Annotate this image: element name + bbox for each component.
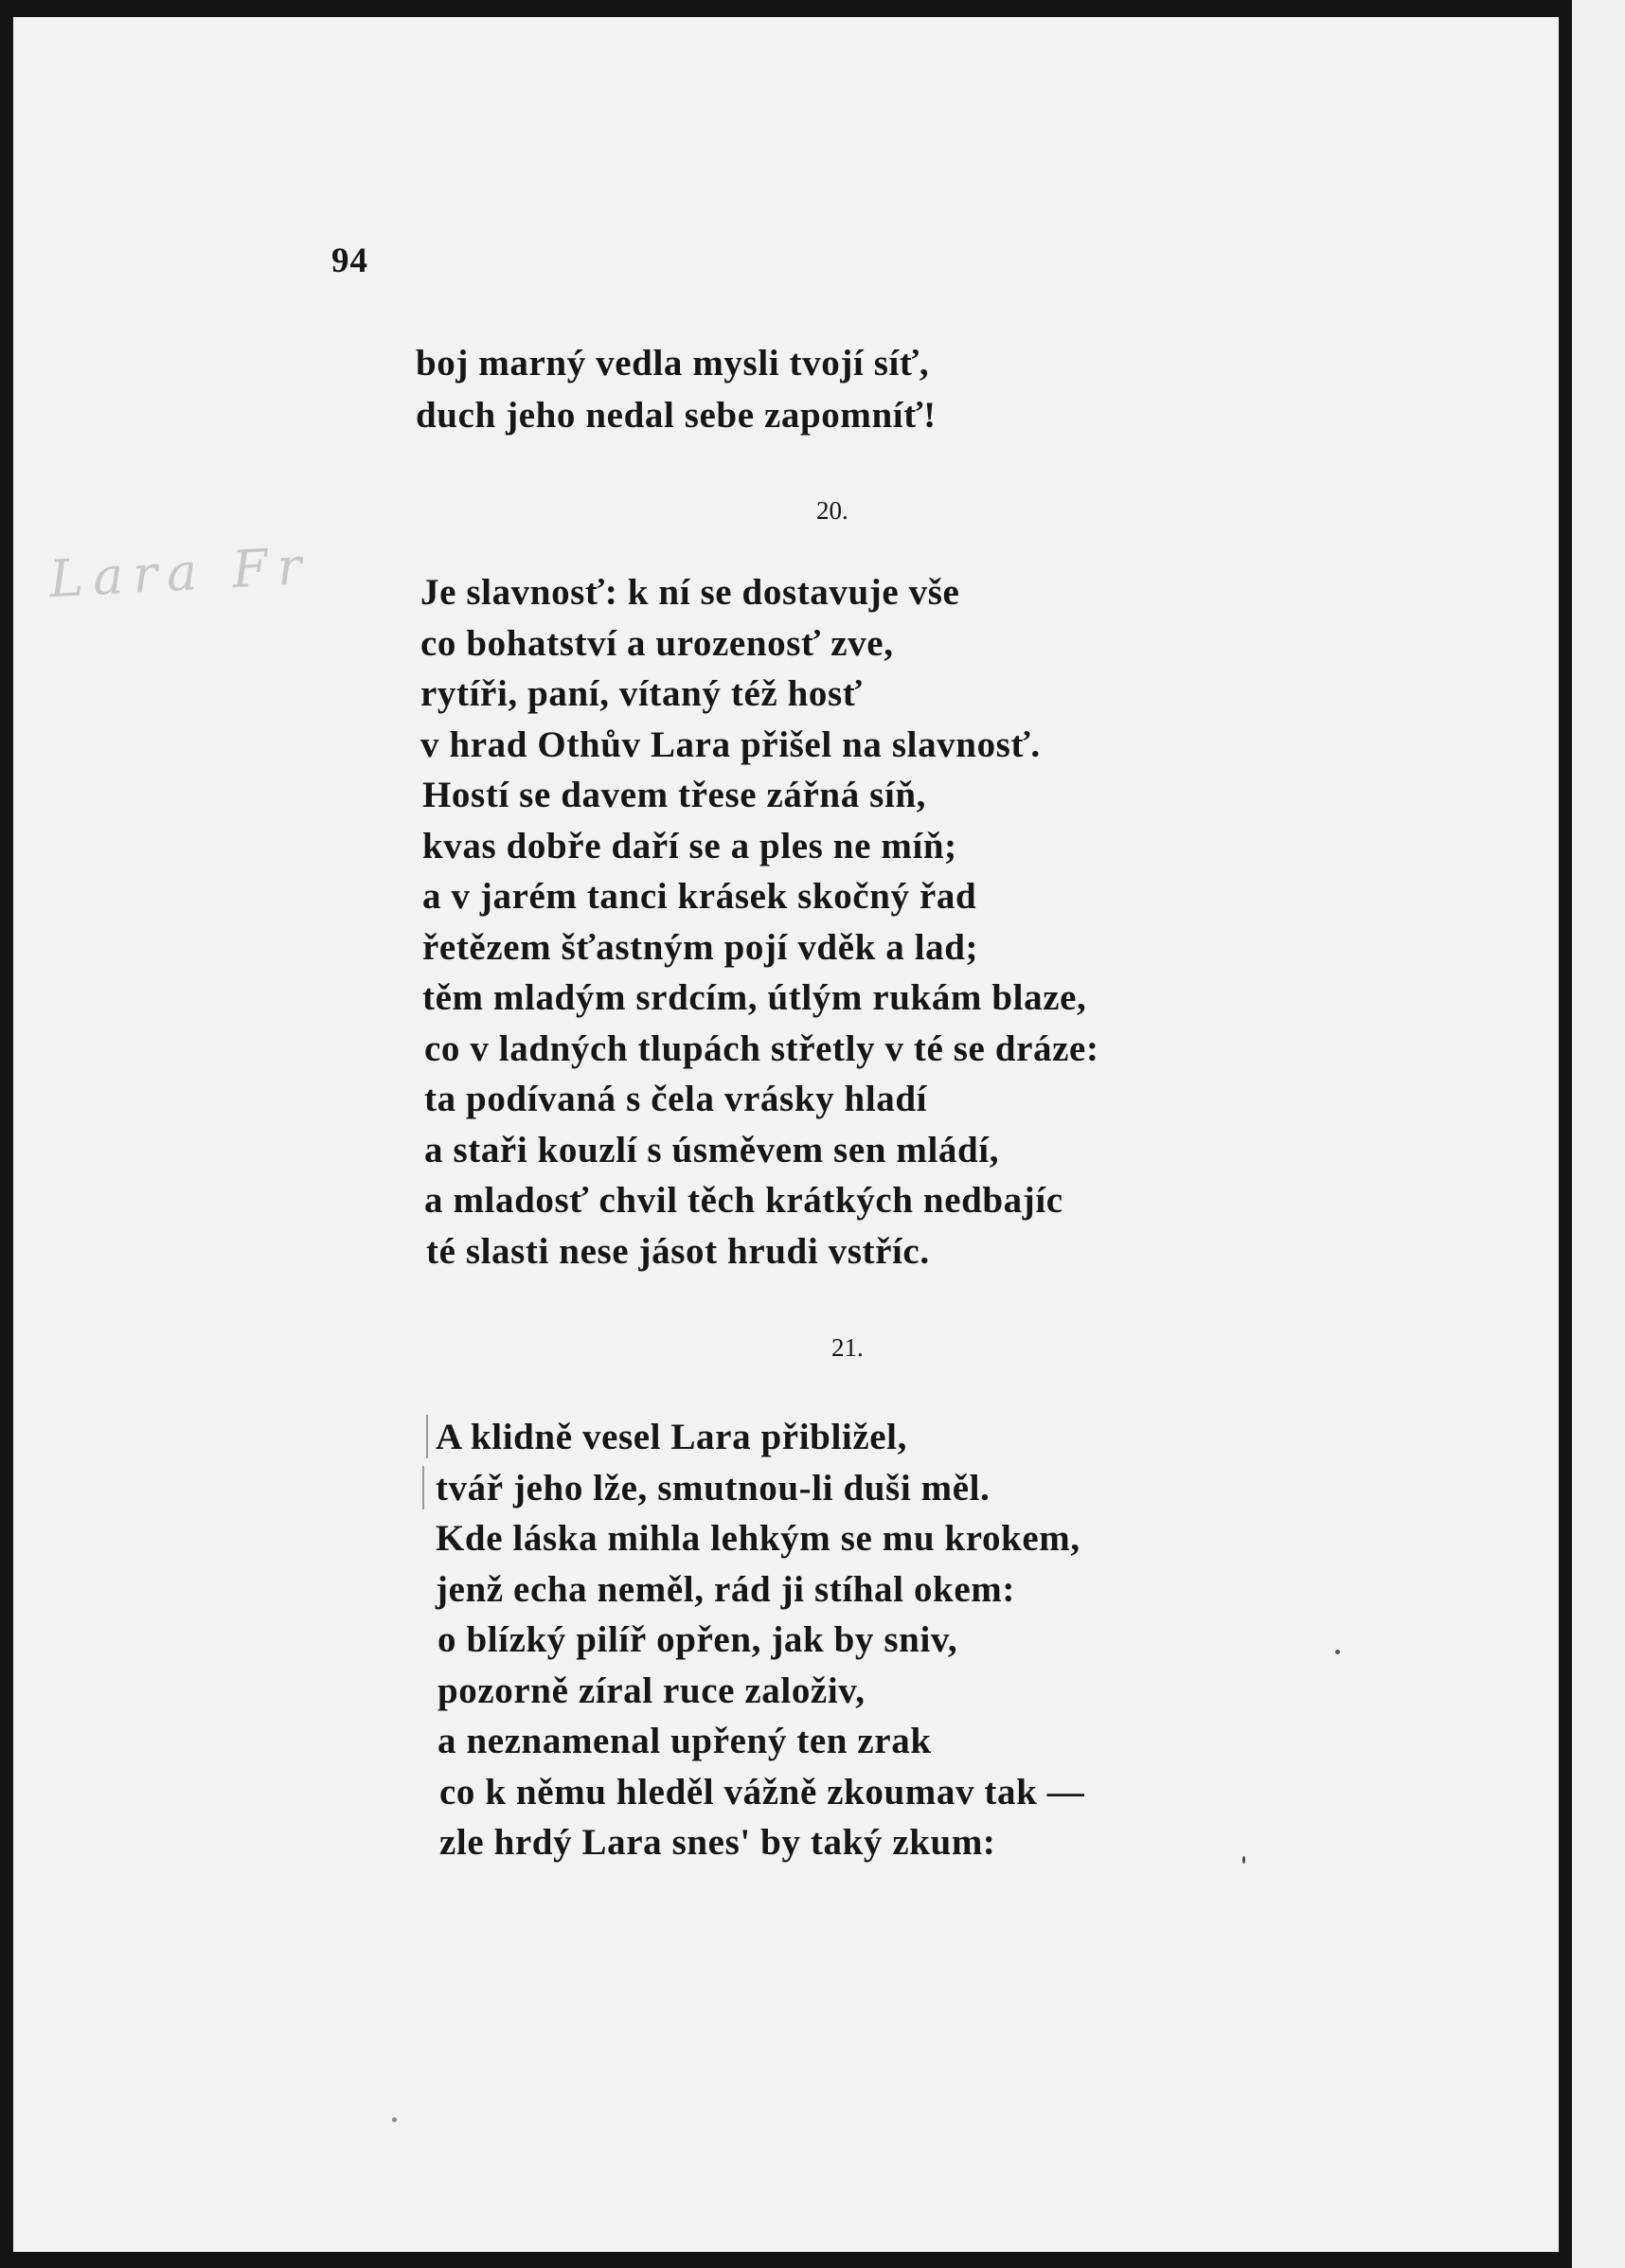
verse-line: té slasti nese jásot hrudi vstříc.: [426, 1231, 930, 1272]
verse-line: těm mladým srdcím, útlým rukám blaze,: [422, 977, 1087, 1018]
verse-line: a v jarém tanci krásek skočný řad: [422, 876, 977, 917]
verse-line: a staři kouzlí s úsměvem sen mládí,: [424, 1130, 1000, 1170]
verse-line: co v ladných tlupách střetly v té se dráze:: [424, 1028, 1099, 1069]
book-page: [13, 17, 1559, 2252]
verse-line: jenž echa neměl, rád ji stíhal okem:: [436, 1569, 1015, 1610]
verse-line: boj marný vedla mysli tvojí síť,: [416, 343, 930, 384]
stanza-number: 21.: [831, 1333, 864, 1362]
dust-speck: [392, 2117, 397, 2122]
verse-line: co bohatství a urozenosť zve,: [420, 623, 894, 664]
verse-line: řetězem šťastným pojí vděk a lad;: [422, 927, 979, 968]
verse-line: duch jeho nedal sebe zapomníť!: [416, 395, 937, 436]
dust-speck: [1242, 1856, 1245, 1864]
verse-line: v hrad Othův Lara přišel na slavnosť.: [420, 724, 1041, 765]
verse-line: A klidně vesel Lara přibližel,: [436, 1417, 907, 1457]
verse-line: a mladosť chvil těch krátkých nedbajíc: [424, 1180, 1063, 1221]
verse-line: kvas dobře daří se a ples ne míň;: [422, 826, 957, 866]
verse-line: o blízký pilíř opřen, jak by sniv,: [438, 1619, 958, 1660]
margin-rule-mark: [422, 1466, 424, 1509]
verse-line: Hostí se davem třese zářná síň,: [422, 775, 927, 815]
verse-line: a neznamenal upřený ten zrak: [438, 1721, 932, 1761]
verse-line: ta podívaná s čela vrásky hladí: [424, 1079, 928, 1119]
verse-line: zle hrdý Lara snes' by taký zkum:: [439, 1822, 996, 1863]
pencil-marginalia: Lara Fr: [47, 535, 312, 610]
verse-line: Je slavnosť: k ní se dostavuje vše: [420, 572, 960, 613]
stanza-number: 20.: [816, 496, 848, 525]
verse-line: tvář jeho lže, smutnou-li duši měl.: [436, 1468, 991, 1509]
verse-line: co k němu hleděl vážně zkoumav tak —: [439, 1772, 1085, 1813]
dust-speck: [1335, 1650, 1340, 1654]
adjacent-page-edge: [1572, 0, 1625, 2268]
verse-line: Kde láska mihla lehkým se mu krokem,: [436, 1518, 1080, 1559]
margin-rule-mark: [426, 1415, 428, 1458]
page-number: 94: [331, 241, 368, 280]
verse-line: pozorně zíral ruce založiv,: [438, 1670, 866, 1711]
verse-line: rytíři, paní, vítaný též hosť: [420, 673, 863, 714]
